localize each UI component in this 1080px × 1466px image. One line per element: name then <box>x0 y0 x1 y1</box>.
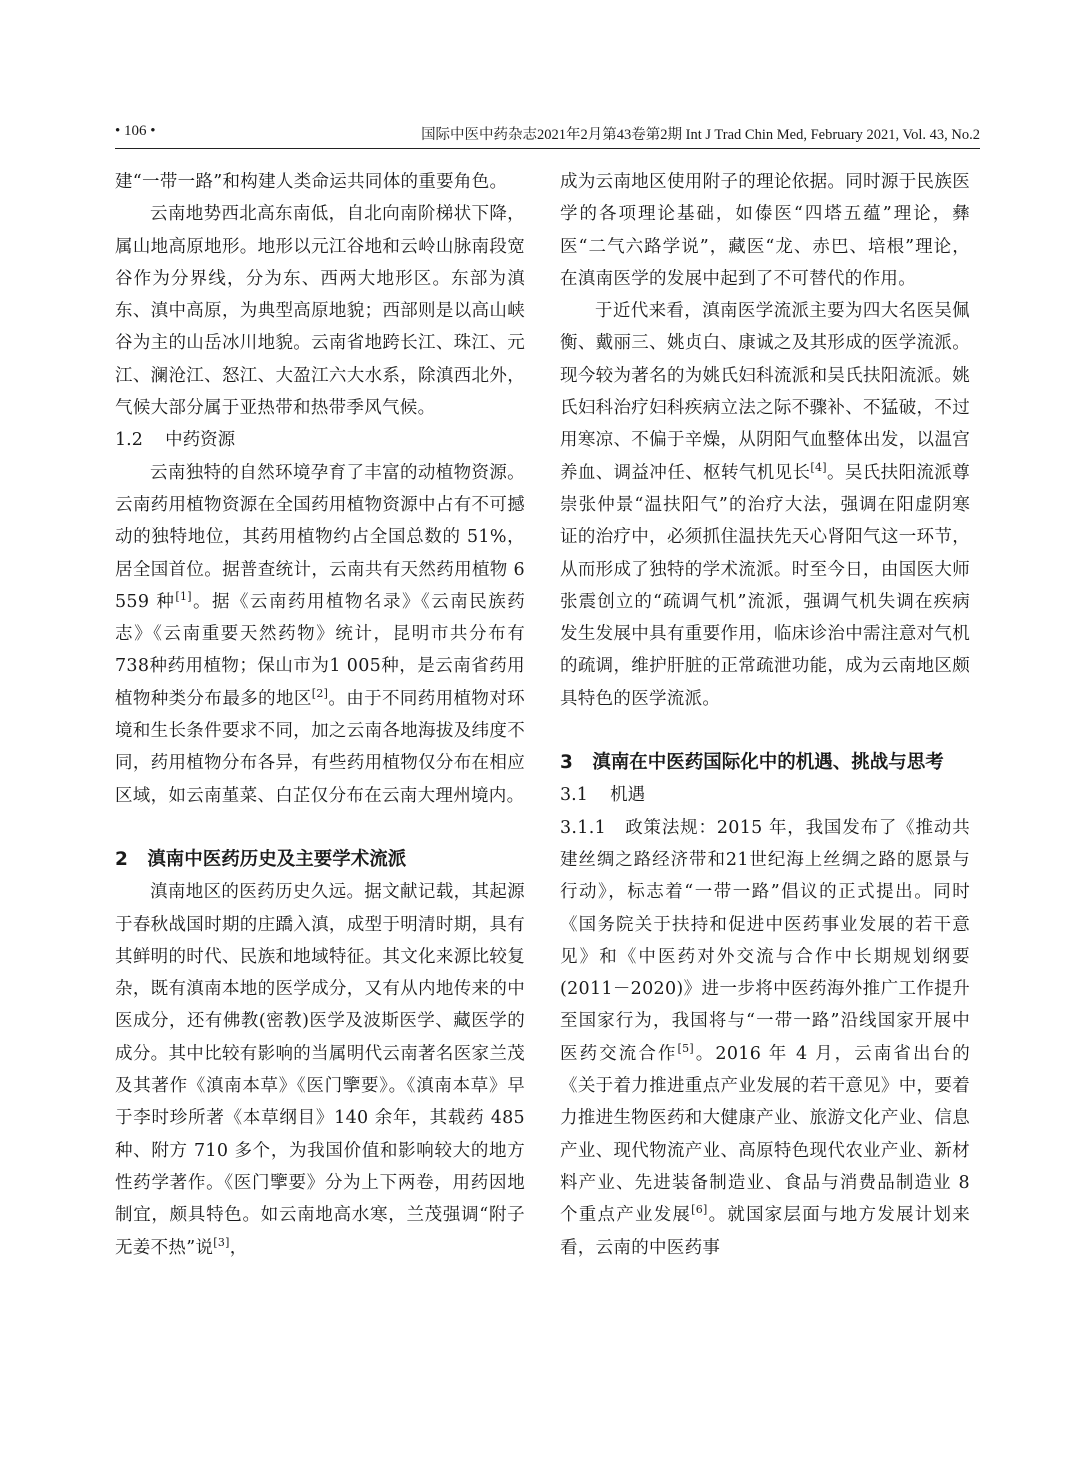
text-run: 。据《云南药用植物名录》《云南民族药志》《云南重要天然药物》统计，昆明市共分布有738种药用植物；保山市为1 005种，是云南省药用植物种类分布最多的地区 <box>115 591 525 709</box>
section-title: 滇南在中医药国际化中的机遇、挑战与思考 <box>592 752 944 774</box>
left-column <box>115 166 525 1264</box>
text-run: 。2016 年 4 月，云南省出台的《关于着力推进重点产业发展的若干意见》中，要着力推进生物医药和大健康产业、旅游文化产业、信息产业、现代物流产业、高原特色现代农业产业、新材料产业、先进装备制造业、食品与消费品制造业 8 个重点产业发展 <box>560 1043 970 1226</box>
citation-ref: [2] <box>311 686 329 700</box>
paragraph-schools <box>560 295 970 715</box>
paragraph-resources <box>115 457 525 812</box>
section-title: 滇南中医药历史及主要学术流派 <box>147 848 407 870</box>
running-header <box>115 123 980 149</box>
journal-citation: 国际中医中药杂志2021年2月第43卷第2期 Int J Trad Chin Med, February 2021, Vol. 43, No.2 <box>421 127 980 143</box>
header-rule <box>115 148 980 149</box>
section-heading-3 <box>560 747 970 779</box>
citation-ref: [3] <box>213 1235 230 1249</box>
text-run: ， <box>229 1237 248 1258</box>
right-column <box>560 166 970 1264</box>
citation-ref: [6] <box>691 1203 708 1217</box>
page-number: • 106 • <box>115 123 156 139</box>
section-heading-2 <box>115 844 525 876</box>
paragraph-terrain: 云南地势西北高东南低，自北向南阶梯状下降，属山地高原地形。地形以元江谷地和云岭山脉南段宽谷作为分界线，分为东、西两大地形区。东部为滇东、滇中高原，为典型高原地貌；西部则是以高山峡谷为主的山岳冰川地貌。云南省地跨长江、珠江、元江、澜沧江、怒江、大盈江六大水系，除滇西北外，气候大部分属于亚热带和热带季风气候。 <box>115 204 525 419</box>
section-number: 2 <box>115 848 128 870</box>
subsection-number: 3.1 <box>560 785 588 806</box>
subsubsection-number: 3.1.1 <box>560 817 607 838</box>
citation-ref: [1] <box>175 590 192 604</box>
subsection-heading-3-1 <box>560 779 970 811</box>
text-run: 。吴氏扶阳流派尊崇张仲景“温扶阳气”的治疗大法，强调在阳虚阴寒证的治疗中，必须抓住温扶先天心肾阳气这一环节，从而形成了独特的学术流派。时至今日，由国医大师张震创立的“疏调气机”流派，强调气机失调在疾病发生发展中具有重要作用，临床诊治中需注意对气机的疏调，维护肝脏的正常疏泄功能，成为云南地区颇具特色的医学流派。 <box>560 462 970 709</box>
citation-ref: [5] <box>677 1041 695 1055</box>
paragraph-continuation: 成为云南地区使用附子的理论依据。同时源于民族医学的各项理论基础，如傣医“四塔五蕴”理论，彝医“二气六路学说”，藏医“龙、赤巴、培根”理论，在滇南医学的发展中起到了不可替代的作用。 <box>560 172 970 289</box>
section-number: 3 <box>560 752 573 774</box>
citation-ref: [4] <box>810 460 827 474</box>
paragraph-continuation: 建“一带一路”和构建人类命运共同体的重要角色。 <box>115 172 508 192</box>
text-run: 。就国家层面与地方发展计划来看，云南的中医药事 <box>560 1205 970 1258</box>
text-run: 滇南地区的医药历史久远。据文献记载，其起源于春秋战国时期的庄蹻入滇，成型于明清时期，具有其鲜明的时代、民族和地域特征。其文化来源比较复杂，既有滇南本地的医学成分，又有从内地传来的中医成分，还有佛教(密教)医学及波斯医学、藏医学的成分。其中比较有影响的当属明代云南著名医家兰茂及其著作《滇南本草》《医门擥要》。《滇南本草》早于李时珍所著《本草纲目》140 余年，其载药 485 种、附方 710 多个，为我国价值和影响较大的地方性药学著作。《医门擥要》分为上下两卷，用药因地制宜，颇具特色。如云南地高水寒，兰茂强调“附子无姜不热”说 <box>115 882 525 1258</box>
text-run: 政策法规：2015 年，我国发布了《推动共建丝绸之路经济带和21世纪海上丝绸之路的愿景与行动》，标志着“一带一路”倡议的正式提出。同时《国务院关于扶持和促进中医药事业发展的若干意见》和《中医药对外交流与合作中长期规划纲要(2011－2020)》进一步将中医药海外推广工作提升至国家行为，我国将与“一带一路”沿线国家开展中医药交流合作 <box>560 817 970 1064</box>
text-run: 。由于不同药用植物对环境和生长条件要求不同，加之云南各地海拔及纬度不同，药用植物分布各异，有些药用植物仅分布在相应区域，如云南堇菜、白芷仅分布在云南大理州境内。 <box>115 688 525 806</box>
subsection-title: 中药资源 <box>165 430 236 451</box>
text-run: 云南独特的自然环境孕育了丰富的动植物资源。云南药用植物资源在全国药用植物资源中占有不可撼动的独特地位，其药用植物约占全国总数的 51%，居全国首位。据普查统计，云南共有天然药用植物 6 559 种 <box>115 462 525 612</box>
paragraph-policy <box>560 812 970 1264</box>
paragraph-history <box>115 876 525 1264</box>
subsection-number: 1.2 <box>115 430 143 451</box>
subsection-heading-1-2 <box>115 424 525 456</box>
subsection-title: 机遇 <box>610 785 646 806</box>
text-run: 于近代来看，滇南医学流派主要为四大名医吴佩衡、戴丽三、姚贞白、康诚之及其形成的医学流派。现今较为著名的为姚氏妇科流派和吴氏扶阳流派。姚氏妇科治疗妇科疾病立法之际不骤补、不猛破，不过用寒凉、不偏于辛燥，从阴阳气血整体出发，以温宫养血、调益冲任、枢转气机见长 <box>560 301 970 483</box>
